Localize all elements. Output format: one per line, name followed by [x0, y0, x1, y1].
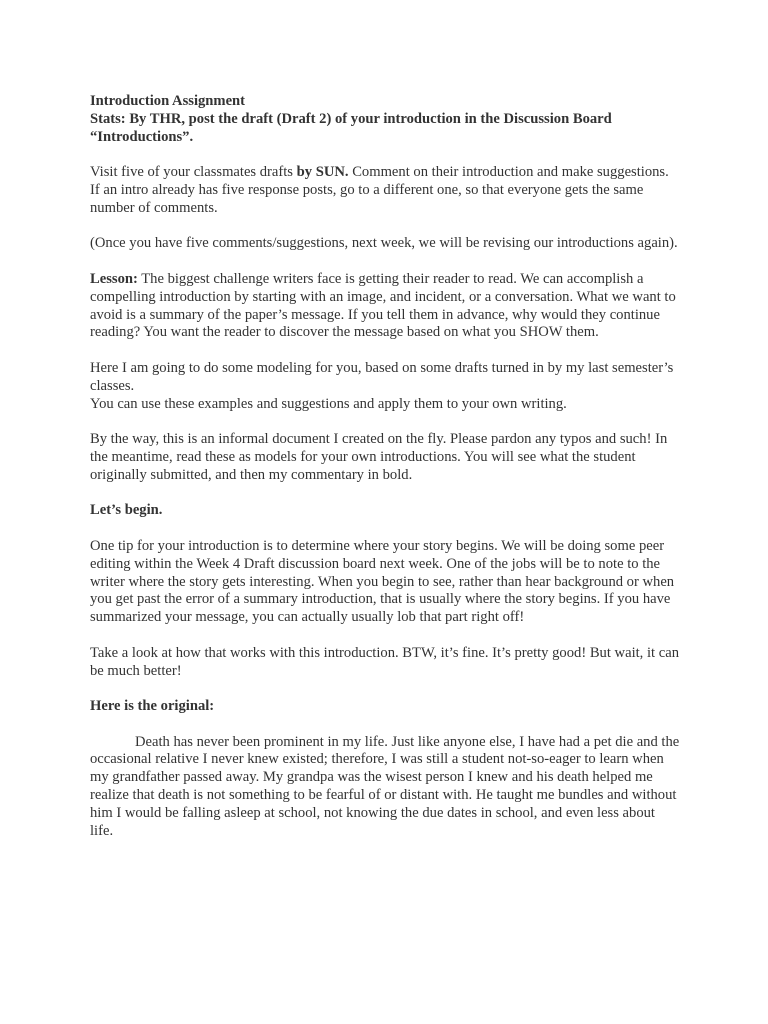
once-paragraph: (Once you have five comments/suggestions, next week, we will be revising our introductions again). — [90, 235, 678, 252]
visit-text-post: Comment on their introduction and make suggestions. If an intro already has five response posts, go to a different one, so that everyone gets the same number of comments. — [90, 164, 669, 216]
visit-deadline: by SUN. — [296, 164, 349, 181]
lesson-label: Lesson: — [90, 270, 138, 287]
modeling-paragraph-1: Here I am going to do some modeling for you, based on some drafts turned in by my last semester’s classes. — [90, 359, 674, 394]
lesson-text: The biggest challenge writers face is getting their reader to read. We can accomplish a compelling introduction by starting with an image, and incident, or a conversation. What we want to avoid is a summary of the paper’s message. If you tell them in advance, why would they continue reading? You want the reader to discover the message based on what you SHOW them. — [90, 270, 676, 341]
by-the-way-paragraph: By the way, this is an informal document I created on the fly. Please pardon any typos and such! In the meantime, read these as models for your own introductions. You will see what the student originally submitted, and then my commentary in bold. — [90, 431, 668, 483]
visit-paragraph — [90, 164, 680, 217]
lesson-paragraph — [90, 271, 680, 342]
original-text-paragraph: Death has never been prominent in my life. Just like anyone else, I have had a pet die and the occasional relative I never knew existed; therefore, I was still a student not-so-eager to learn when my grandfather passed away. My grandpa was the wisest person I knew and his death helped me realize that death is not something to be fearful of or distant with. He taught me bundles and without him I would be falling asleep at school, not knowing the due dates in school, and even less about life. — [90, 733, 680, 839]
take-a-look-paragraph: Take a look at how that works with this introduction. BTW, it’s fine. It’s pretty good! But wait, it can be much better! — [90, 644, 679, 679]
document-page — [90, 93, 680, 858]
lets-begin-heading: Let’s begin. — [90, 502, 163, 519]
modeling-paragraph-2: You can use these examples and suggestions and apply them to your own writing. — [90, 395, 567, 412]
document-title: Introduction Assignment — [90, 93, 246, 109]
tip-paragraph: One tip for your introduction is to determine where your story begins. We will be doing some peer editing within the Week 4 Draft discussion board next week. One of the jobs will be to note to the writer where the story gets interesting. When you begin to see, rather than hear background or when you get past the error of a summary introduction, that is usually where the story begins. If you have summarized your message, you can actually usually lob that part right off! — [90, 537, 675, 626]
stats-line: Stats: By THR, post the draft (Draft 2) of your introduction in the Discussion Board “Introductions”. — [90, 110, 612, 145]
original-heading: Here is the original: — [90, 698, 215, 715]
visit-text-pre: Visit five of your classmates drafts — [90, 164, 297, 181]
